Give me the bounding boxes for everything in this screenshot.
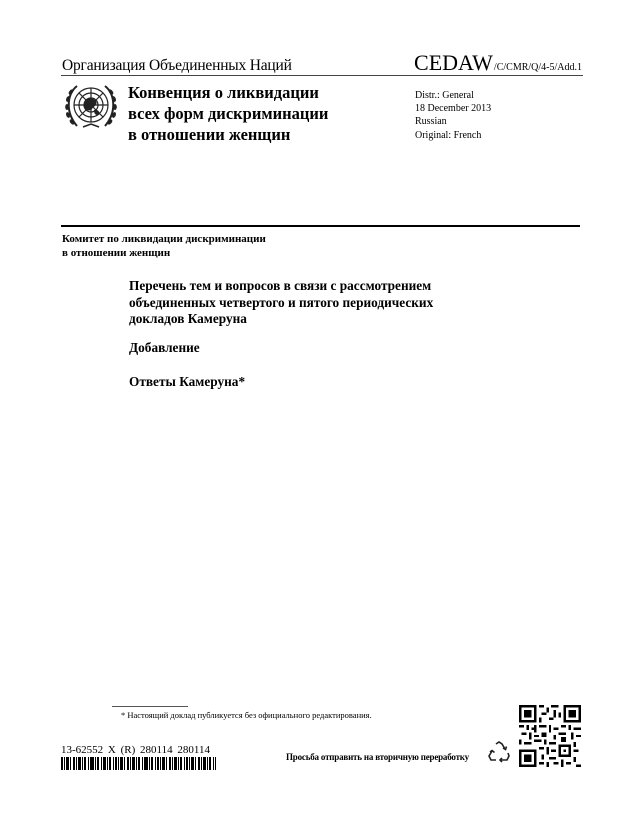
document-title-line: объединенных четвертого и пятого периодических	[129, 294, 434, 310]
footnote-separator	[112, 706, 188, 707]
job-number: 13-62552 X (R) 280114 280114	[61, 744, 210, 756]
organization-name: Организация Объединенных Наций	[62, 57, 292, 74]
barcode-icon	[61, 757, 216, 770]
addendum-heading: Добавление	[129, 340, 200, 355]
document-symbol-sub: /C/CMR/Q/4-5/Add.1	[493, 62, 582, 73]
committee-name	[62, 233, 266, 260]
recycle-icon	[487, 741, 511, 763]
document-symbol-main: CEDAW	[414, 50, 493, 75]
responses-heading: Ответы Камеруна*	[129, 374, 246, 389]
committee-name-line: Комитет по ликвидации дискриминации	[62, 233, 266, 245]
qr-code-icon	[519, 705, 581, 767]
convention-title-line: всех форм дискриминации	[128, 104, 329, 123]
document-symbol	[414, 50, 582, 76]
convention-title-line: Конвенция о ликвидации	[128, 83, 319, 102]
section-rule	[61, 225, 580, 227]
committee-name-line: в отношении женщин	[62, 246, 171, 259]
document-date: 18 December 2013	[415, 103, 492, 115]
header-rule	[61, 75, 583, 76]
document-language: Russian	[415, 116, 447, 128]
recycle-notice: Просьба отправить на вторичную переработку	[286, 752, 469, 762]
original-language: Original: French	[415, 129, 482, 141]
document-title-line: Перечень тем и вопросов в связи с рассмотрением	[129, 278, 432, 293]
footnote: * Настоящий доклад публикуется без официального редактирования.	[121, 710, 372, 720]
distribution-type: Distr.: General	[415, 90, 474, 101]
convention-title-line: в отношении женщин	[128, 125, 291, 144]
document-title	[129, 278, 433, 328]
un-emblem-icon	[63, 80, 119, 132]
distribution-block	[415, 89, 491, 142]
convention-title	[128, 82, 328, 145]
document-title-line: докладов Камеруна	[129, 311, 247, 326]
